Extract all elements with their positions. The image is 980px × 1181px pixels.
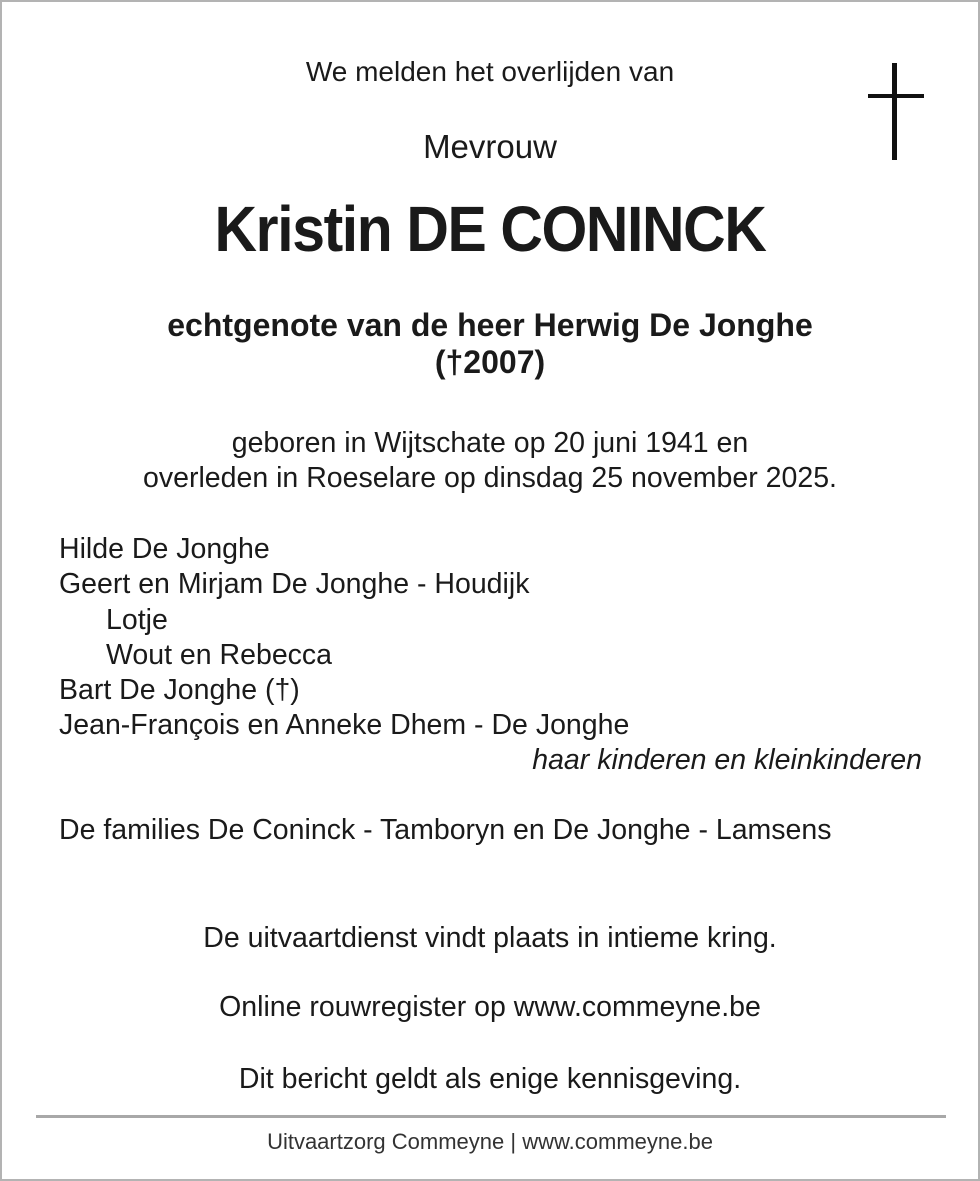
deceased-name: Kristin DE CONINCK [214, 193, 766, 265]
intro-text: We melden het overlijden van [305, 56, 675, 87]
spouse-death-year: (†2007) [434, 344, 546, 380]
online-register-notice: Online rouwregister op www.commeyne.be [219, 991, 761, 1023]
grandchild: Lotje [106, 603, 168, 636]
family-member: Geert en Mirjam De Jonghe - Houdijk [59, 568, 530, 601]
honorific: Mevrouw [423, 128, 557, 165]
spouse-line: echtgenote van de heer Herwig De Jonghe [167, 307, 813, 343]
extended-families: De families De Coninck - Tamboryn en De Jonghe - Lamsens [59, 814, 832, 846]
spouse-block [2, 307, 978, 381]
grandchild: Wout en Rebecca [106, 638, 333, 671]
footer-divider [36, 1115, 946, 1118]
death-line: overleden in Roeselare op dinsdag 25 november 2025. [143, 462, 837, 494]
family-list [59, 532, 629, 744]
family-signoff: haar kinderen en kleinkinderen [532, 744, 922, 776]
birth-death-block [2, 426, 978, 496]
footer-credit: Uitvaartzorg Commeyne | www.commeyne.be [267, 1129, 713, 1154]
family-member: Bart De Jonghe (†) [59, 674, 300, 707]
birth-line: geboren in Wijtschate op 20 juni 1941 en [231, 427, 749, 459]
family-member: Hilde De Jonghe [59, 533, 270, 565]
family-member: Jean-François en Anneke Dhem - De Jonghe [59, 709, 630, 742]
service-notice: De uitvaartdienst vindt plaats in intieme kring. [203, 922, 777, 954]
cross-horizontal-bar [868, 94, 924, 98]
only-notice-text: Dit bericht geldt als enige kennisgeving. [238, 1063, 742, 1095]
